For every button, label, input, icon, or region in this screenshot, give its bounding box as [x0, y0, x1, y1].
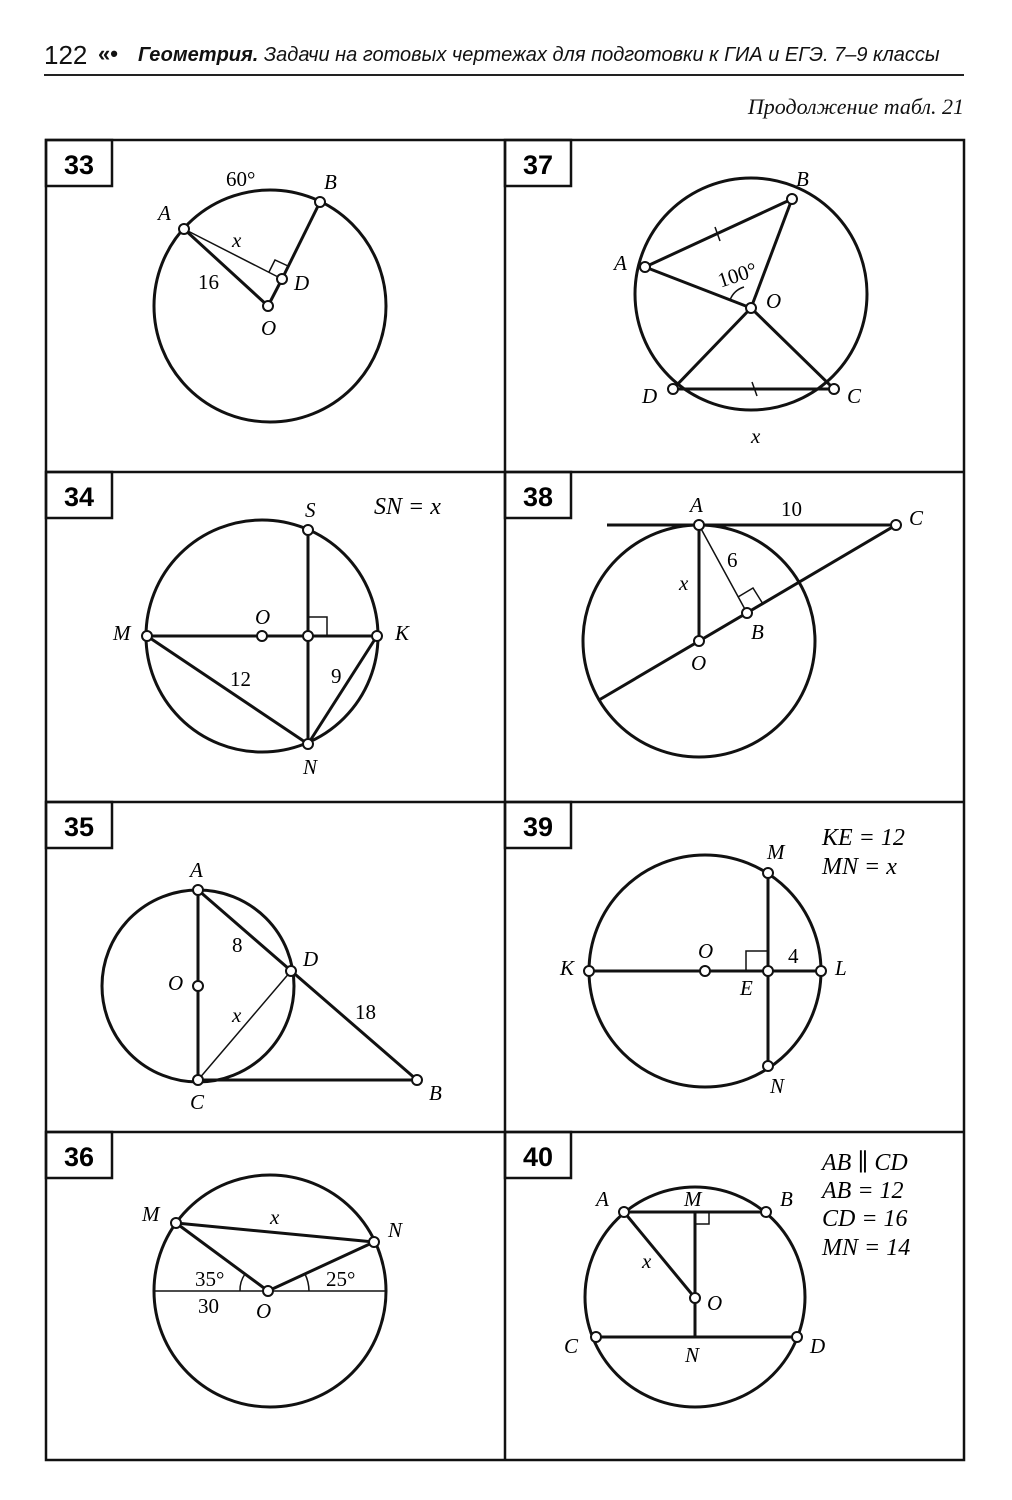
book-subtitle: Задачи на готовых чертежах для подготовки к ГИА и ЕГЭ. 7–9 классы — [263, 44, 940, 66]
vertex-label: B — [751, 620, 764, 644]
point-C — [891, 520, 901, 530]
figure-40 — [564, 1150, 910, 1407]
unknown-label: x — [232, 1003, 242, 1027]
right-angle-mark — [738, 588, 763, 604]
vertex-label: L — [835, 956, 847, 980]
point-O — [700, 966, 710, 976]
problem-number: 37 — [522, 150, 554, 180]
figure-37 — [612, 167, 867, 448]
vertex-label: B — [429, 1081, 442, 1105]
given-condition: AB ∥ CD — [822, 1150, 908, 1176]
vertex-label: N — [303, 755, 318, 779]
point-D — [277, 274, 287, 284]
figure-33 — [154, 167, 386, 422]
point-intersection — [303, 631, 313, 641]
point-N — [369, 1237, 379, 1247]
vertex-label: M — [113, 621, 131, 645]
point-O — [193, 981, 203, 991]
unknown-label: x — [270, 1205, 280, 1229]
vertex-label: D — [642, 384, 658, 408]
length-label: 6 — [727, 548, 738, 572]
angle-label: 35° — [195, 1267, 225, 1291]
point-D — [792, 1332, 802, 1342]
figure-36 — [141, 1175, 403, 1407]
radius-OD — [673, 308, 751, 389]
segment-AO — [184, 229, 268, 306]
table-continuation-label: Продолжение табл. 21 — [747, 94, 964, 119]
point-B — [787, 194, 797, 204]
vertex-label: O — [707, 1291, 723, 1315]
length-label: 30 — [198, 1294, 219, 1318]
given-condition: MN = x — [822, 854, 897, 880]
length-label: 12 — [230, 667, 251, 691]
problem-number: 36 — [63, 1142, 95, 1172]
point-K — [584, 966, 594, 976]
point-B — [412, 1075, 422, 1085]
point-N — [763, 1061, 773, 1071]
vertex-label: N — [388, 1218, 403, 1242]
point-B — [761, 1207, 771, 1217]
vertex-label: M — [142, 1202, 160, 1226]
point-B — [742, 608, 752, 618]
given-condition: SN = x — [374, 494, 441, 520]
figure-34 — [112, 494, 441, 779]
radius-OC — [751, 308, 834, 389]
problem-number: 33 — [63, 150, 95, 180]
point-O — [257, 631, 267, 641]
vertex-label: O — [256, 1299, 272, 1323]
angle-label: 60° — [226, 167, 256, 191]
point-M — [763, 868, 773, 878]
right-angle-mark — [695, 1212, 709, 1224]
vertex-label: O — [766, 289, 782, 313]
secant-AB — [198, 890, 417, 1080]
figure-38 — [583, 493, 924, 757]
point-O — [690, 1293, 700, 1303]
length-label: 18 — [355, 1000, 376, 1024]
point-A — [179, 224, 189, 234]
angle-arc — [240, 1274, 245, 1291]
problem-number: 40 — [522, 1142, 554, 1172]
given-condition: KE = 12 — [822, 825, 905, 851]
vertex-label: E — [740, 976, 753, 1000]
vertex-label: N — [770, 1074, 785, 1098]
angle-label: 25° — [326, 1267, 356, 1291]
point-M — [171, 1218, 181, 1228]
vertex-label: A — [190, 858, 203, 882]
point-M — [142, 631, 152, 641]
vertex-label: A — [614, 251, 627, 275]
point-L — [816, 966, 826, 976]
vertex-label: K — [395, 621, 410, 645]
unknown-label: x — [751, 424, 761, 448]
vertex-label: B — [796, 167, 809, 191]
vertex-label: A — [596, 1187, 609, 1211]
circle — [635, 178, 867, 410]
segment-DB — [282, 202, 320, 279]
segment-CD — [198, 971, 291, 1080]
length-label: 4 — [788, 944, 799, 968]
vertex-label: A — [690, 493, 703, 517]
figure-39 — [559, 825, 905, 1098]
problem-number: 35 — [63, 812, 95, 842]
vertex-label: O — [261, 316, 277, 340]
given-condition: CD = 16 — [822, 1206, 908, 1232]
length-label: 16 — [198, 270, 219, 294]
length-label: 9 — [331, 664, 342, 688]
vertex-label: D — [294, 271, 310, 295]
vertex-label: M — [767, 840, 785, 864]
point-K — [372, 631, 382, 641]
point-O — [694, 636, 704, 646]
angle-label: 100° — [714, 257, 760, 293]
header-mark: «• — [98, 41, 118, 66]
point-A — [619, 1207, 629, 1217]
given-condition: MN = 14 — [822, 1235, 911, 1261]
point-D — [668, 384, 678, 394]
vertex-label: N — [685, 1343, 700, 1367]
point-C — [193, 1075, 203, 1085]
angle-arc — [305, 1274, 309, 1291]
vertex-label: M — [684, 1187, 702, 1211]
vertex-label: C — [847, 384, 862, 408]
vertex-label: A — [158, 201, 171, 225]
vertex-label: S — [305, 498, 316, 522]
point-C — [829, 384, 839, 394]
point-C — [591, 1332, 601, 1342]
point-D — [286, 966, 296, 976]
vertex-label: B — [780, 1187, 793, 1211]
vertex-label: D — [810, 1334, 826, 1358]
point-O — [263, 1286, 273, 1296]
vertex-label: D — [303, 947, 319, 971]
vertex-label: C — [564, 1334, 579, 1358]
problem-number: 38 — [522, 482, 554, 512]
unknown-label: x — [642, 1249, 652, 1273]
point-O — [263, 301, 273, 311]
point-E — [763, 966, 773, 976]
page-number: 122 — [44, 40, 88, 70]
point-N — [303, 739, 313, 749]
radius-OA — [624, 1212, 695, 1298]
segment-NK — [308, 636, 377, 744]
vertex-label: C — [909, 506, 924, 530]
figure-35 — [102, 858, 442, 1114]
point-S — [303, 525, 313, 535]
vertex-label: O — [691, 651, 707, 675]
segment-MN — [147, 636, 308, 744]
vertex-label: K — [560, 956, 575, 980]
point-A — [694, 520, 704, 530]
problem-number: 34 — [63, 482, 95, 512]
vertex-label: O — [168, 971, 184, 995]
point-A — [640, 262, 650, 272]
vertex-label: C — [190, 1090, 205, 1114]
point-B — [315, 197, 325, 207]
length-label: 10 — [781, 497, 802, 521]
length-label: 8 — [232, 933, 243, 957]
vertex-label: O — [255, 605, 271, 629]
point-A — [193, 885, 203, 895]
segment-ON — [268, 1242, 374, 1291]
problem-number: 39 — [522, 812, 554, 842]
unknown-label: x — [232, 228, 242, 252]
unknown-label: x — [679, 571, 689, 595]
vertex-label: B — [324, 170, 337, 194]
segment-AB — [699, 525, 747, 613]
vertex-label: O — [698, 939, 714, 963]
point-O — [746, 303, 756, 313]
given-condition: AB = 12 — [822, 1178, 904, 1204]
book-title-main: Геометрия. — [138, 44, 259, 66]
